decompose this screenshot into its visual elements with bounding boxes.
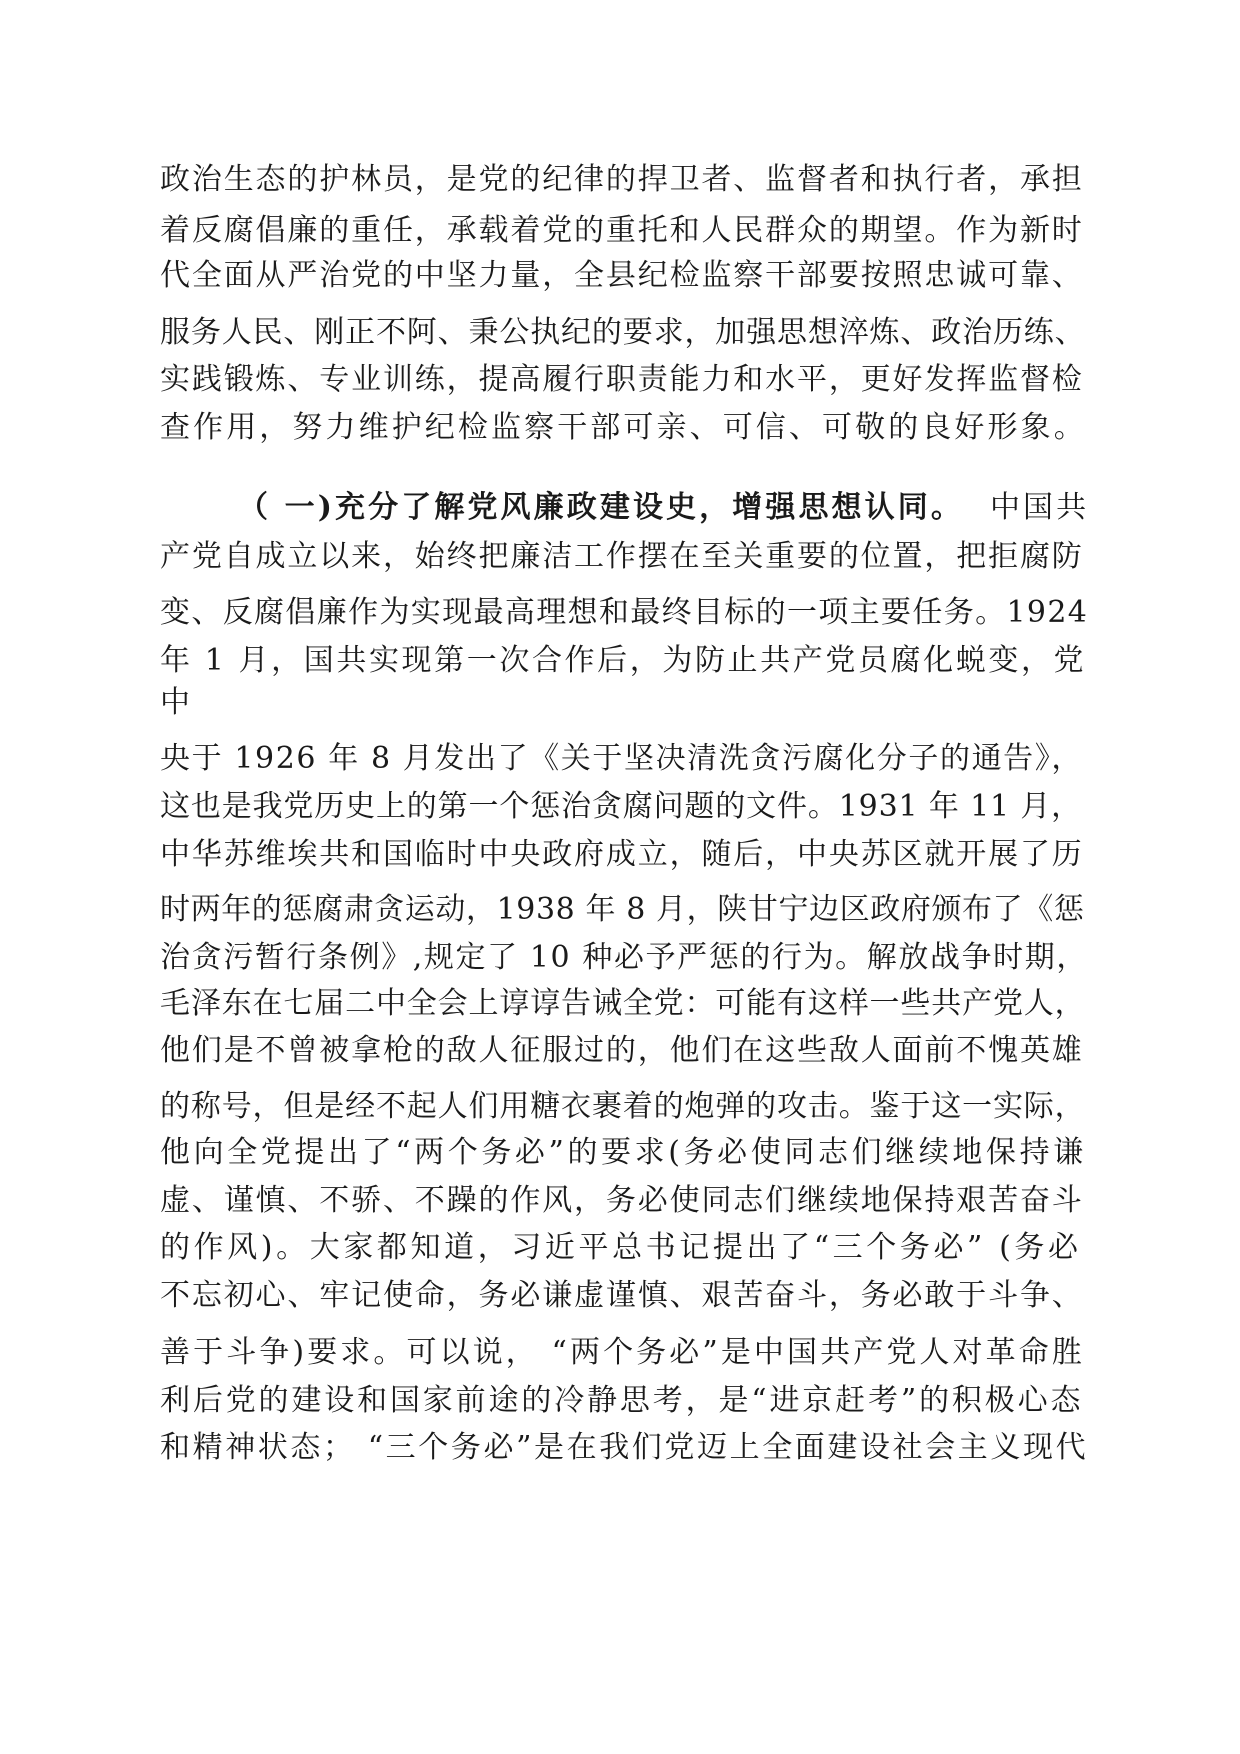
paragraph-line: 他们是不曾被拿枪的敌人征服过的，他们在这些敌人面前不愧英雄 bbox=[160, 1033, 1084, 1068]
paragraph-line: 毛泽东在七届二中全会上谆谆告诫全党：可能有这样一些共产党人， bbox=[160, 986, 1086, 1021]
paragraph-line: 这也是我党历史上的第一个惩治贪腐问题的文件。1931 年 11 月， bbox=[160, 789, 1083, 824]
paragraph-line: 中 bbox=[160, 685, 194, 720]
paragraph-line: 的称号，但是经不起人们用糖衣裹着的炮弹的攻击。鉴于这一实际， bbox=[160, 1089, 1086, 1124]
paragraph-line: 代全面从严治党的中坚力量，全县纪检监察干部要按照忠诚可靠、 bbox=[160, 258, 1084, 293]
paragraph-line: 实践锻炼、专业训练，提高履行职责能力和水平，更好发挥监督检 bbox=[160, 362, 1084, 397]
paragraph-line: 产党自成立以来，始终把廉洁工作摆在至关重要的位置，把拒腐防 bbox=[160, 539, 1084, 574]
paragraph-line: 服务人民、刚正不阿、秉公执纪的要求，加强思想淬炼、政治历练、 bbox=[160, 315, 1086, 350]
paragraph-line: 中华苏维埃共和国临时中央政府成立，随后，中央苏区就开展了历 bbox=[160, 837, 1084, 872]
paragraph-line: 他向全党提出了“两个务必”的要求(务必使同志们继续地保持谦 bbox=[160, 1135, 1087, 1170]
paragraph-line: 的作风)。大家都知道，习近平总书记提出了“三个务必” (务必 bbox=[160, 1230, 1082, 1265]
paragraph-line: 着反腐倡廉的重任，承载着党的重托和人民群众的期望。作为新时 bbox=[160, 213, 1084, 248]
paragraph-line: 治贪污暂行条例》,规定了 10 种必予严惩的行为。解放战争时期， bbox=[160, 940, 1088, 975]
section-heading: （ 一)充分了解党风廉政建设史，增强思想认同。 bbox=[238, 490, 964, 525]
section-heading-line bbox=[238, 488, 1089, 528]
paragraph-line: 善于斗争)要求。可以说， “两个务必”是中国共产党人对革命胜 bbox=[160, 1335, 1085, 1370]
paragraph-line: 和精神状态； “三个务必”是在我们党迈上全面建设社会主义现代 bbox=[160, 1430, 1089, 1465]
paragraph-text: 中国共 bbox=[989, 490, 1090, 525]
paragraph-line: 央于 1926 年 8 月发出了《关于坚决清洗贪污腐化分子的通告》， bbox=[160, 741, 1083, 776]
paragraph-line: 查作用，努力维护纪检监察干部可亲、可信、可敬的良好形象。 bbox=[160, 410, 1087, 445]
paragraph-line: 政治生态的护林员，是党的纪律的捍卫者、监督者和执行者，承担 bbox=[160, 162, 1084, 197]
paragraph-line: 年 1 月，国共实现第一次合作后，为防止共产党员腐化蜕变，党 bbox=[160, 643, 1087, 678]
paragraph-line: 时两年的惩腐肃贪运动，1938 年 8 月，陕甘宁边区政府颁布了《惩 bbox=[160, 892, 1085, 927]
paragraph-line: 变、反腐倡廉作为实现最高理想和最终目标的一项主要任务。1924 bbox=[160, 595, 1089, 630]
paragraph-line: 利后党的建设和国家前途的冷静思考，是“进京赶考”的积极心态 bbox=[160, 1383, 1084, 1418]
paragraph-line: 不忘初心、牢记使命，务必谦虚谨慎、艰苦奋斗，务必敢于斗争、 bbox=[160, 1278, 1084, 1313]
paragraph-line: 虚、谨慎、不骄、不躁的作风，务必使同志们继续地保持艰苦奋斗 bbox=[160, 1183, 1084, 1218]
